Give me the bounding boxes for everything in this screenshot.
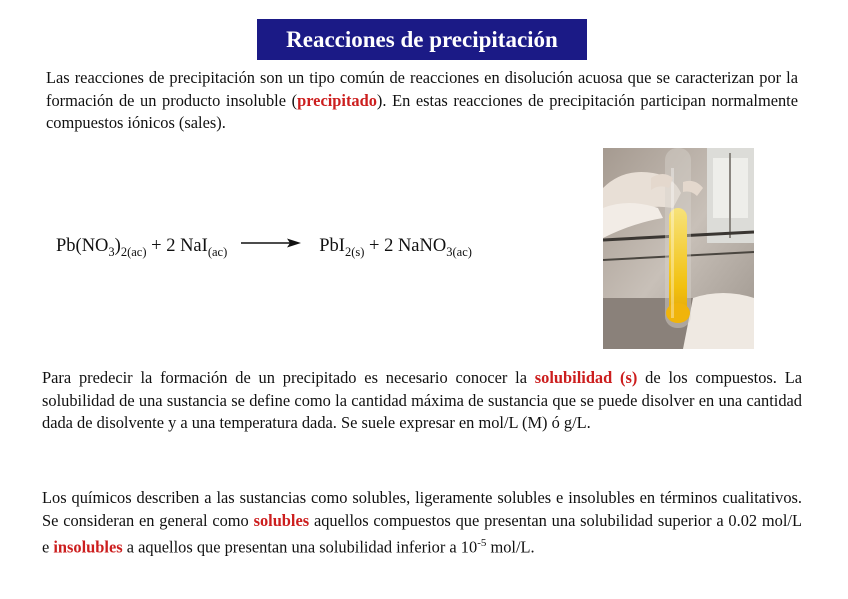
solubilidad-highlight: solubilidad (s): [534, 368, 638, 387]
product-sodium-nitrate: + 2 NaNO$_{3(ac)}$: [364, 236, 472, 259]
intro-text-start: Las reacciones de precipitación son un tipo común de reacciones en disolución acuosa que se caracterizan por la formación de un producto insoluble (: [46, 68, 798, 110]
solubility-text-start: Para predecir la formación de un precipitado es necesario conocer la: [42, 368, 535, 387]
precipitado-highlight: precipitado: [297, 90, 377, 110]
qualitative-text-2: aquellos compuestos que presentan una solubilidad superior a 0.02 mol/L e: [42, 510, 802, 557]
reactant-sodium-iodide: + 2 NaI$_{(ac)}$: [146, 236, 228, 259]
qualitative-text-3: a aquellos que presentan una solubilidad inferior a 10: [122, 537, 478, 557]
chemical-equation: [56, 236, 576, 270]
product-lead-iodide: PbI$_{2(s)}$: [319, 236, 365, 259]
test-tube-photo: [603, 148, 754, 349]
intro-paragraph: [46, 67, 798, 135]
exponent: -5: [477, 537, 487, 550]
intro-text-end: ). En estas reacciones de precipitación participan normalmente compuestos iónicos (sales).: [46, 90, 798, 133]
page-title-text: Reacciones de precipitación: [286, 26, 558, 52]
insolubles-highlight: insolubles: [53, 537, 123, 557]
solubility-paragraph: [42, 367, 802, 435]
qualitative-text-1: Los químicos describen a las sustancias como solubles, ligeramente solubles e insolubles en términos cualitativos. Se consideran en general como: [42, 488, 802, 530]
reaction-arrow-icon: [241, 237, 301, 249]
solubles-highlight: solubles: [253, 510, 310, 530]
qualitative-text-4: mol/L.: [486, 537, 535, 557]
page-title: [257, 19, 587, 60]
qualitative-paragraph: [42, 487, 802, 559]
solubility-text-end: de los compuestos. La solubilidad de una sustancia se define como la cantidad máxima de sustancia que se puede disolver en una cantidad dada de disolvente y a una temperatura dada. Se suele expresar en mol/L (M) ó g/L.: [42, 368, 802, 433]
reactant-lead-nitrate: $Pb(NO_3)_{2(ac)}$: [56, 236, 147, 259]
precipitate-test-tube-image: [603, 148, 754, 349]
